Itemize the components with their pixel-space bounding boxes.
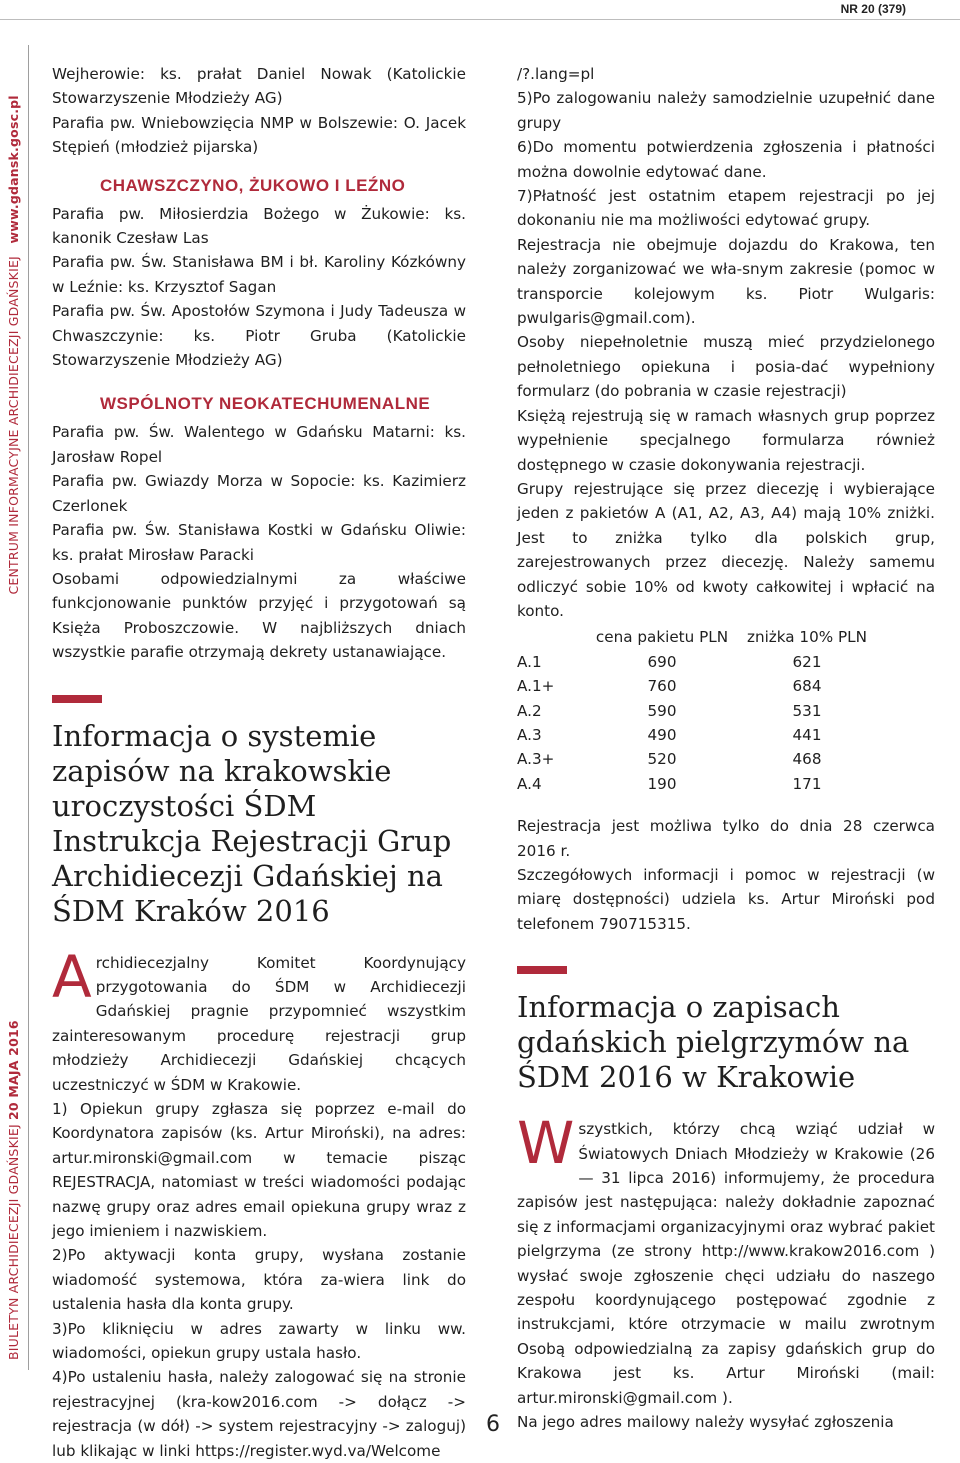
table-cell: A.2 xyxy=(517,701,542,720)
issue-number: NR 20 (379) xyxy=(840,2,906,16)
section-heading: WSPÓLNOTY NEOKATECHUMENALNE xyxy=(100,394,431,414)
table-row xyxy=(517,747,877,771)
table-row xyxy=(517,723,877,747)
table-cell: 684 xyxy=(792,677,822,696)
article-step: 1) Opiekun grupy zgłasza się poprzez e-mail do Koordynatora zapisów (ks. Artur Miroński), na adres: artur.mironski@gmail.com w temacie pisząc REJESTRACJA, natomiast w treści wiadomości podając nazwę grupy oraz adres email opiekuna grupy wraz z jego imieniem i nazwiskiem. xyxy=(52,1099,466,1240)
sidebar-url[interactable]: www.gdansk.gosc.pl xyxy=(6,95,21,244)
body-paragraph: Osoby niepełnoletnie muszą mieć przydzielonego pełnoletniego opiekuna i posia-dać wypełniony formularz (do pobrania w czasie rejestracji) xyxy=(517,333,935,401)
body-paragraph: Szczegółowych informacji i pomoc w rejestracji (w miarę dostępności) udziela ks. Artur Miroński pod telefonem 790715315. xyxy=(517,866,935,933)
section-heading: CHAWSZCZYNO, ŻUKOWO I LEŹNO xyxy=(100,175,406,195)
table-cell: A.1 xyxy=(517,652,542,671)
parish-entry: Parafia pw. Św. Stanisława Kostki w Gdańsku Oliwie: ks. prałat Mirosław Paracki xyxy=(52,521,466,564)
parish-entry: Parafia pw. Św. Stanisława BM i bł. Karoliny Kózkówny w Leźnie: ks. Krzysztof Sagan xyxy=(52,253,466,296)
sidebar-date: 20 MAJA 2016 xyxy=(6,1020,21,1120)
table-cell: 760 xyxy=(647,677,677,696)
article-lead xyxy=(517,1109,935,1410)
sidebar-label xyxy=(6,95,21,1360)
table-cell: 171 xyxy=(792,774,822,793)
body-paragraph: 5)Po zalogowaniu należy samodzielnie uzupełnić dane grupy xyxy=(517,89,935,132)
table-header: cena pakietu PLN xyxy=(595,628,729,647)
table-row xyxy=(517,699,877,723)
table-cell: 441 xyxy=(792,725,822,744)
article-title: Informacja o systemie zapisów na krakowskie uroczystości ŚDM Instrukcja Rejestracji Grup Archidiecezji Gdańskiej na ŚDM Kraków 2016 xyxy=(52,718,452,928)
sidebar-center: CENTRUM INFORMACYJNE ARCHIDIECEZJI GDAŃSKIEJ xyxy=(6,256,21,595)
table-cell: 690 xyxy=(647,652,677,671)
price-table xyxy=(517,625,877,796)
body-paragraph: Rejestracja nie obejmuje dojazdu do Krakowa, ten należy zorganizować we wła-snym zakresie (pomoc w transporcie kolejowym ks. Piotr Wulgaris: pwulgaris@gmail.com). xyxy=(517,235,935,328)
header-divider xyxy=(0,19,960,20)
body-paragraph: Grupy rejestrujące się przez diecezję i wybierające jeden z pakietów A (A1, A2, A3, A4) mają 10% zniżki. Jest to zniżka tylko dla polskich grup, zarejestrowanych przez diecezję. Należy samemu odliczyć sobie 10% od kwoty całkowitej i wpłacić na konto. xyxy=(517,479,935,620)
table-cell: 520 xyxy=(647,750,677,769)
intro-paragraph: Wejherowie: ks. prałat Daniel Nowak (Katolickie Stowarzyszenie Młodzieży AG) xyxy=(52,65,466,108)
body-paragraph: Rejestracja jest możliwa tylko do dnia 28 czerwca 2016 r. xyxy=(517,817,935,860)
parish-entry: Parafia pw. Gwiazdy Morza w Sopocie: ks. Kazimierz Czerlonek xyxy=(52,472,466,515)
table-cell: A.1+ xyxy=(517,677,555,696)
parish-entry: Parafia pw. Miłosierdzia Bożego w Żukowie: ks. kanonik Czesław Las xyxy=(52,204,466,248)
article-lead xyxy=(52,942,466,1097)
table-cell: 190 xyxy=(647,774,677,793)
body-paragraph: Księżą rejestrują się w ramach własnych grup poprzez wypełnienie specjalnego formularza również dostępnego w czasie dokonywania rejestracji. xyxy=(517,406,935,474)
parish-entry: Parafia pw. Św. Walentego w Gdańsku Matarni: ks. Jarosław Ropel xyxy=(52,423,466,466)
table-cell: 621 xyxy=(792,652,822,671)
table-cell: 531 xyxy=(792,701,822,720)
table-cell: A.3 xyxy=(517,725,542,744)
table-cell: A.4 xyxy=(517,774,542,793)
accent-rule xyxy=(517,966,567,974)
table-header-row xyxy=(517,625,877,649)
drop-cap: A xyxy=(52,942,92,1011)
page-number: 6 xyxy=(486,1412,500,1437)
intro-paragraph: Parafia pw. Wniebowzięcia NMP w Bolszewie: O. Jacek Stępień (młodzież pijarska) xyxy=(52,113,466,157)
article-step: 4)Po ustaleniu hasła, należy zalogować się na stronie rejestracyjnej (kra-kow2016.com -> dołącz -> rejestracja (w dół) -> system rejestracyjny -> zaloguj) lub klikając w linki https://register.wyd.va/Welcome xyxy=(52,1368,466,1460)
sidebar-publication: BIULETYN ARCHIDIECEZJI GDAŃSKIEJ xyxy=(6,1124,21,1360)
table-cell: 590 xyxy=(647,701,677,720)
table-row xyxy=(517,674,877,698)
article-step: 2)Po aktywacji konta grupy, wysłana zostanie wiadomość systemowa, która za-wiera link do ustalenia hasła dla konta grupy. xyxy=(52,1246,466,1314)
parish-entry: Parafia pw. Św. Apostołów Szymona i Judy Tadeusza w Chwaszczynie: ks. Piotr Gruba (Katolickie Stowarzyszenie Młodzieży AG) xyxy=(52,302,466,370)
table-cell: A.3+ xyxy=(517,750,555,769)
table-header: zniżka 10% PLN xyxy=(746,628,868,647)
left-column xyxy=(52,62,466,1463)
table-row xyxy=(517,650,877,674)
body-paragraph: 7)Płatność jest ostatnim etapem rejestracji po jej dokonaniu nie ma możliwości edytować grupy. xyxy=(517,187,935,230)
body-paragraph: /?.lang=pl xyxy=(517,65,595,83)
right-column xyxy=(517,62,935,1435)
body-paragraph: Osobami odpowiedzialnymi za właściwe funkcjonowanie punktów przyjęć i przygotowań są Księża Proboszczowie. W najbliższych dniach wszystkie parafie otrzymają dekrety ustanawiające. xyxy=(52,569,466,662)
article-step: 3)Po kliknięciu w adres zawarty w linku ww. wiadomości, opiekun grupy ustala hasło. xyxy=(52,1319,466,1363)
table-row xyxy=(517,772,877,796)
body-paragraph: Na jego adres mailowy należy wysyłać zgłoszenia xyxy=(517,1413,894,1432)
table-header xyxy=(517,625,587,649)
accent-rule xyxy=(52,695,102,703)
table-cell: 468 xyxy=(792,750,822,769)
body-paragraph: 6)Do momentu potwierdzenia zgłoszenia i płatności można dowolnie edytować dane. xyxy=(517,138,935,181)
article-lead-text: rchidiecezjalny Komitet Koordynujący przygotowania do ŚDM w Archidiecezji Gdańskiej pragnie przypomnieć wszystkim zainteresowanym procedurę rejestracji grup młodzieży Archidiecezji Gdańskiej chcących uczestniczyć w ŚDM w Krakowie. xyxy=(52,953,466,1094)
article-title: Informacja o zapisach gdańskich pielgrzymów na ŚDM 2016 w Krakowie xyxy=(517,990,910,1095)
article-lead-text: szystkich, którzy chcą wziąć udział w Światowych Dniach Młodzieży w Krakowie (26 — 31 lipca 2016) informujemy, że procedura zapisów jest następująca: należy dokładnie zapoznać się z informacjami organizacyjnymi oraz wybrać pakiet pielgrzyma (ze strony http://www.krakow2016.com ) wysłać swoje zgłoszenie chęci udziału do naszego zespołu koordynującego postępować zgodnie z instrukcjami, które otrzymacie w mailu zwrotnym Osobą odpowiedzialną za zapisy gdańskich grup do Krakowa jest ks. Artur Miroński (mail: artur.mironski@gmail.com ). xyxy=(517,1120,935,1407)
sidebar-divider xyxy=(28,45,29,1370)
drop-cap: W xyxy=(517,1109,575,1178)
table-cell: 490 xyxy=(647,725,677,744)
